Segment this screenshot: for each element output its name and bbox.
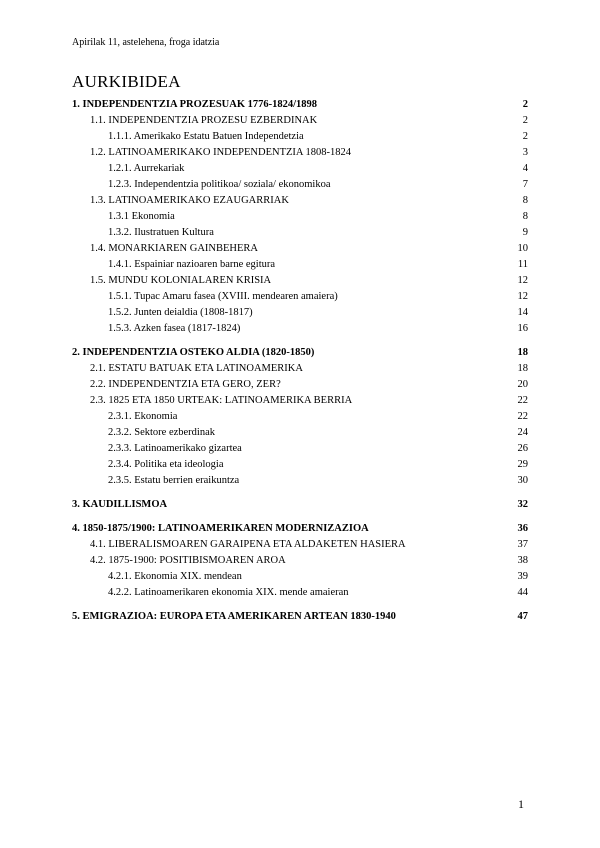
toc-entry[interactable] (72, 257, 528, 273)
toc-entry-page: 30 (517, 475, 528, 486)
toc-entry-title: 1.5. MUNDU KOLONIALAREN KRISIA (90, 275, 272, 286)
toc-entry-title: 2.3.2. Sektore ezberdinak (108, 427, 216, 438)
toc-entry[interactable] (72, 97, 528, 113)
toc-entry[interactable] (72, 393, 528, 409)
toc-entry-title: 1.2.1. Aurrekariak (108, 163, 185, 174)
toc-entry-page: 12 (517, 291, 528, 302)
page-header: Apirilak 11, astelehena, froga idatzia (72, 37, 220, 48)
toc-entry-title: 2.3.4. Politika eta ideologia (108, 459, 224, 470)
toc-entry-title: 2. INDEPENDENTZIA OSTEKO ALDIA (1820-1850) (72, 347, 315, 358)
toc-entry[interactable] (72, 537, 528, 553)
toc-entry[interactable] (72, 241, 528, 257)
toc-entry[interactable] (72, 361, 528, 377)
toc-entry-page: 22 (517, 411, 528, 422)
toc-entry-page: 37 (517, 539, 528, 550)
toc-entry-page: 4 (522, 163, 528, 174)
toc-entry[interactable] (72, 209, 528, 225)
toc-entry-page: 20 (517, 379, 528, 390)
toc-entry[interactable] (72, 273, 528, 289)
toc-entry-title: 2.3.5. Estatu berrien eraikuntza (108, 475, 240, 486)
toc-entry-page: 47 (517, 611, 528, 622)
toc-entry[interactable] (72, 289, 528, 305)
toc-entry[interactable] (72, 145, 528, 161)
toc-entry-title: 1.3.1 Ekonomia (108, 211, 175, 222)
page-number: 1 (518, 797, 524, 811)
toc-entry-page: 8 (522, 195, 528, 206)
toc-entry-page: 7 (522, 179, 528, 190)
toc-entry-page: 26 (517, 443, 528, 454)
toc-entry-page: 8 (522, 211, 528, 222)
toc-entry-page: 38 (517, 555, 528, 566)
toc-entry[interactable] (72, 345, 528, 361)
toc-entry-title: 1.4. MONARKIAREN GAINBEHERA (90, 243, 258, 254)
toc-entry-page: 36 (517, 523, 528, 534)
toc-entry[interactable] (72, 473, 528, 489)
toc-entry[interactable] (72, 441, 528, 457)
toc-entry-title: 2.3.3. Latinoamerikako gizartea (108, 443, 242, 454)
toc-entry[interactable] (72, 569, 528, 585)
toc-entry-title: 3. KAUDILLISMOA (72, 499, 168, 510)
toc-entry-page: 10 (517, 243, 528, 254)
toc-entry-title: 1.1. INDEPENDENTZIA PROZESU EZBERDINAK (90, 115, 318, 126)
toc-entry-title: 4. 1850-1875/1900: LATINOAMERIKAREN MODERNIZAZIOA (72, 523, 369, 534)
toc-entry-title: 1.4.1. Espainiar nazioaren barne egitura (108, 259, 276, 270)
toc-entry-title: 1.2. LATINOAMERIKAKO INDEPENDENTZIA 1808-1824 (90, 147, 352, 158)
toc-entry-title: 1.2.3. Independentzia politikoa/ soziala/ ekonomikoa (108, 179, 331, 190)
toc-entry-title: 2.3.1. Ekonomia (108, 411, 178, 422)
toc-entry[interactable] (72, 521, 528, 537)
toc-entry-title: 5. EMIGRAZIOA: EUROPA ETA AMERIKAREN ARTEAN 1830-1940 (72, 611, 396, 622)
toc-entry-page: 16 (517, 323, 528, 334)
toc-entry[interactable] (72, 497, 528, 513)
toc-entry-page: 18 (517, 347, 528, 358)
toc-title: AURKIBIDEA (72, 72, 181, 91)
toc-entry[interactable] (72, 457, 528, 473)
toc-entry-title: 1.1.1. Amerikako Estatu Batuen Independetzia (108, 131, 304, 142)
toc-entry-page: 3 (522, 147, 528, 158)
toc-entry-page: 2 (522, 131, 528, 142)
toc-entry-title: 4.2.2. Latinoamerikaren ekonomia XIX. mende amaieran (108, 587, 349, 598)
toc-entry-page: 32 (517, 499, 528, 510)
toc-entry-page: 18 (517, 363, 528, 374)
toc-entry-title: 4.1. LIBERALISMOAREN GARAIPENA ETA ALDAKETEN HASIERA (90, 539, 406, 550)
toc-entry-title: 2.3. 1825 ETA 1850 URTEAK: LATINOAMERIKA BERRIA (90, 395, 353, 406)
toc-entry[interactable] (72, 377, 528, 393)
toc-entry-title: 4.2. 1875-1900: POSITIBISMOAREN AROA (90, 555, 286, 566)
toc-entry-title: 4.2.1. Ekonomia XIX. mendean (108, 571, 242, 582)
toc-entry[interactable] (72, 585, 528, 601)
toc-entry[interactable] (72, 161, 528, 177)
toc-entry[interactable] (72, 409, 528, 425)
toc-entry[interactable] (72, 305, 528, 321)
toc-entry-title: 1.5.3. Azken fasea (1817-1824) (108, 323, 241, 334)
toc-entry[interactable] (72, 425, 528, 441)
toc-entry-title: 1.5.2. Junten deialdia (1808-1817) (108, 307, 253, 318)
toc-entry-page: 9 (522, 227, 528, 238)
toc-entry-title: 1.3.2. Ilustratuen Kultura (108, 227, 214, 238)
toc-entry[interactable] (72, 177, 528, 193)
toc-entry-page: 14 (517, 307, 528, 318)
toc-entry-page: 12 (517, 275, 528, 286)
toc-entry-page: 24 (517, 427, 528, 438)
toc-entry[interactable] (72, 321, 528, 337)
toc-entry-title: 2.2. INDEPENDENTZIA ETA GERO, ZER? (90, 379, 281, 390)
toc-entry-title: 2.1. ESTATU BATUAK ETA LATINOAMERIKA (90, 363, 303, 374)
toc-entry-page: 22 (517, 395, 528, 406)
toc-entry-page: 39 (517, 571, 528, 582)
toc-entry[interactable] (72, 129, 528, 145)
toc-entry[interactable] (72, 193, 528, 209)
toc-entry-page: 2 (522, 115, 528, 126)
table-of-contents (72, 97, 528, 625)
toc-entry-page: 29 (517, 459, 528, 470)
toc-entry-page: 44 (517, 587, 528, 598)
toc-entry-title: 1. INDEPENDENTZIA PROZESUAK 1776-1824/1898 (72, 99, 318, 110)
toc-entry[interactable] (72, 113, 528, 129)
toc-entry[interactable] (72, 609, 528, 625)
toc-entry[interactable] (72, 553, 528, 569)
toc-entry-page: 11 (517, 259, 528, 270)
toc-entry-title: 1.5.1. Tupac Amaru fasea (XVIII. mendearen amaiera) (108, 291, 338, 302)
toc-entry-page: 2 (522, 99, 528, 110)
toc-entry[interactable] (72, 225, 528, 241)
toc-entry-title: 1.3. LATINOAMERIKAKO EZAUGARRIAK (90, 195, 289, 206)
